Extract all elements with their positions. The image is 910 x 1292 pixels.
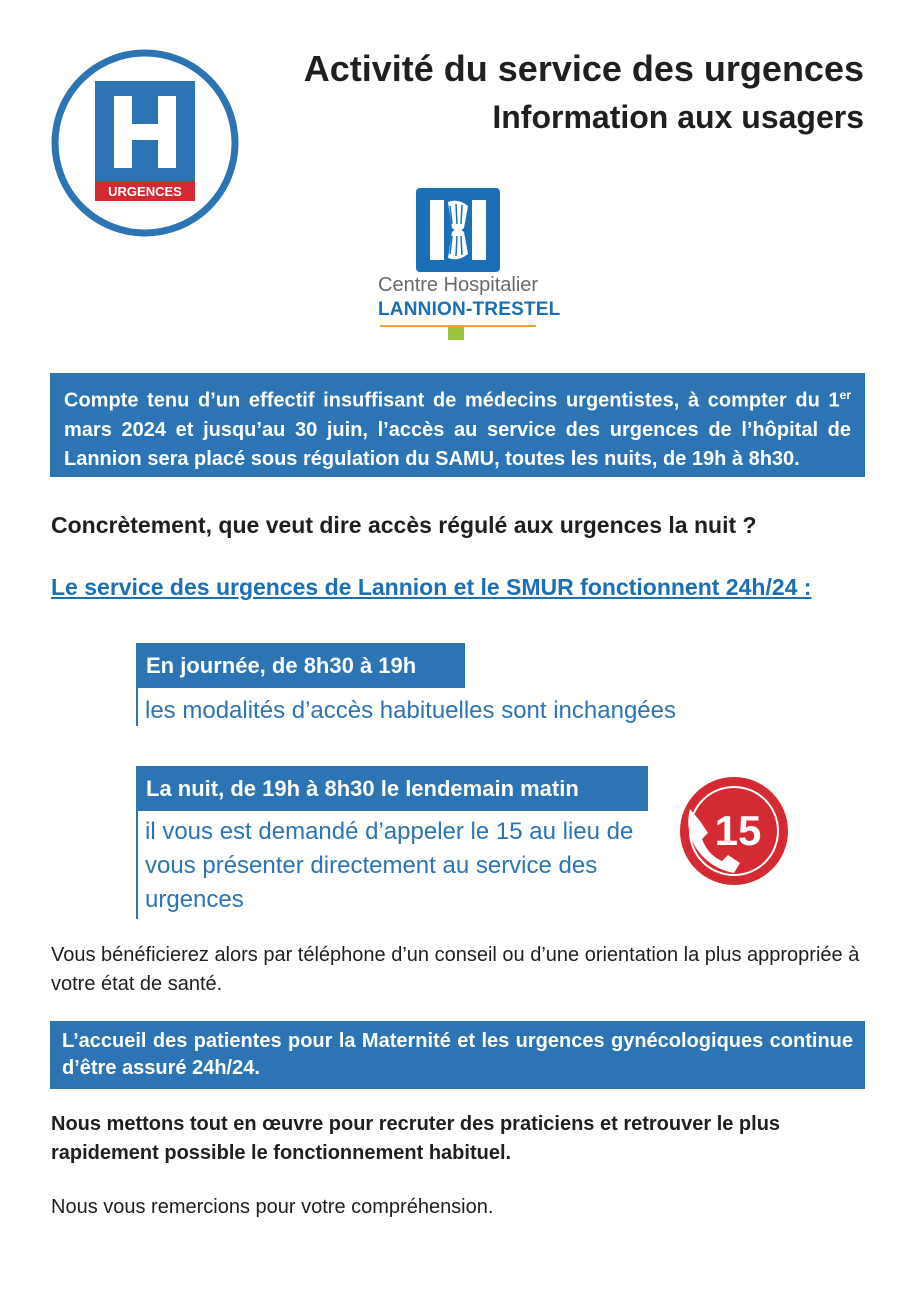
hospital-sign (50, 48, 240, 238)
hands-h-logo-icon (378, 186, 538, 276)
night-divider (136, 811, 138, 919)
maternity-notice-box: L’accueil des patientes pour la Maternité et les urgences gynécologiques continue d’être assuré 24h/24. (50, 1021, 865, 1089)
night-text: il vous est demandé d’appeler le 15 au lieu de vous présenter directement au service des urgences (145, 818, 634, 913)
day-tag: En journée, de 8h30 à 19h (136, 643, 465, 688)
notice-box (50, 373, 865, 477)
day-divider (136, 688, 138, 726)
day-text: les modalités d’accès habituelles sont inchangées (145, 697, 676, 724)
hospital-logo-line2: LANNION-TRESTEL (378, 299, 561, 320)
notice-text-part2: mars 2024 et jusqu’au 30 juin, l’accès au service des urgences de l’hôpital de Lannion sera placé sous régulation du SAMU, toutes les nuits, de 19h à 8h30. (64, 418, 851, 470)
samu-number: 15 (714, 807, 762, 854)
hospital-sign-label: URGENCES (108, 184, 182, 199)
page-title: Activité du service des urgences (303, 48, 864, 89)
section-title: Le service des urgences de Lannion et le SMUR fonctionnent 24h/24 : (51, 574, 812, 600)
hospital-logo-line1: Centre Hospitalier (378, 274, 539, 296)
question-heading: Concrètement, que veut dire accès régulé aux urgences la nuit ? (51, 512, 757, 538)
advice-text: Vous bénéficierez alors par téléphone d’un conseil ou d’une orientation la plus appropriée à votre état de santé. (51, 944, 860, 995)
hospital-sign-icon (50, 48, 240, 238)
page-subtitle: Information aux usagers (492, 99, 864, 135)
hospital-logo (378, 186, 561, 341)
logo-underline-icon (378, 322, 538, 342)
notice-text-part1: Compte tenu d’un effectif insuffisant de médecins urgentistes, à compter du 1 (64, 389, 840, 412)
samu-15-badge (678, 775, 790, 887)
thanks-text: Nous vous remercions pour votre compréhension. (51, 1196, 494, 1218)
night-tag: La nuit, de 19h à 8h30 le lendemain matin (136, 766, 648, 811)
notice-superscript: er (839, 388, 851, 402)
commitment-text: Nous mettons tout en œuvre pour recruter des praticiens et retrouver le plus rapidement possible le fonctionnement habituel. (51, 1113, 781, 1164)
